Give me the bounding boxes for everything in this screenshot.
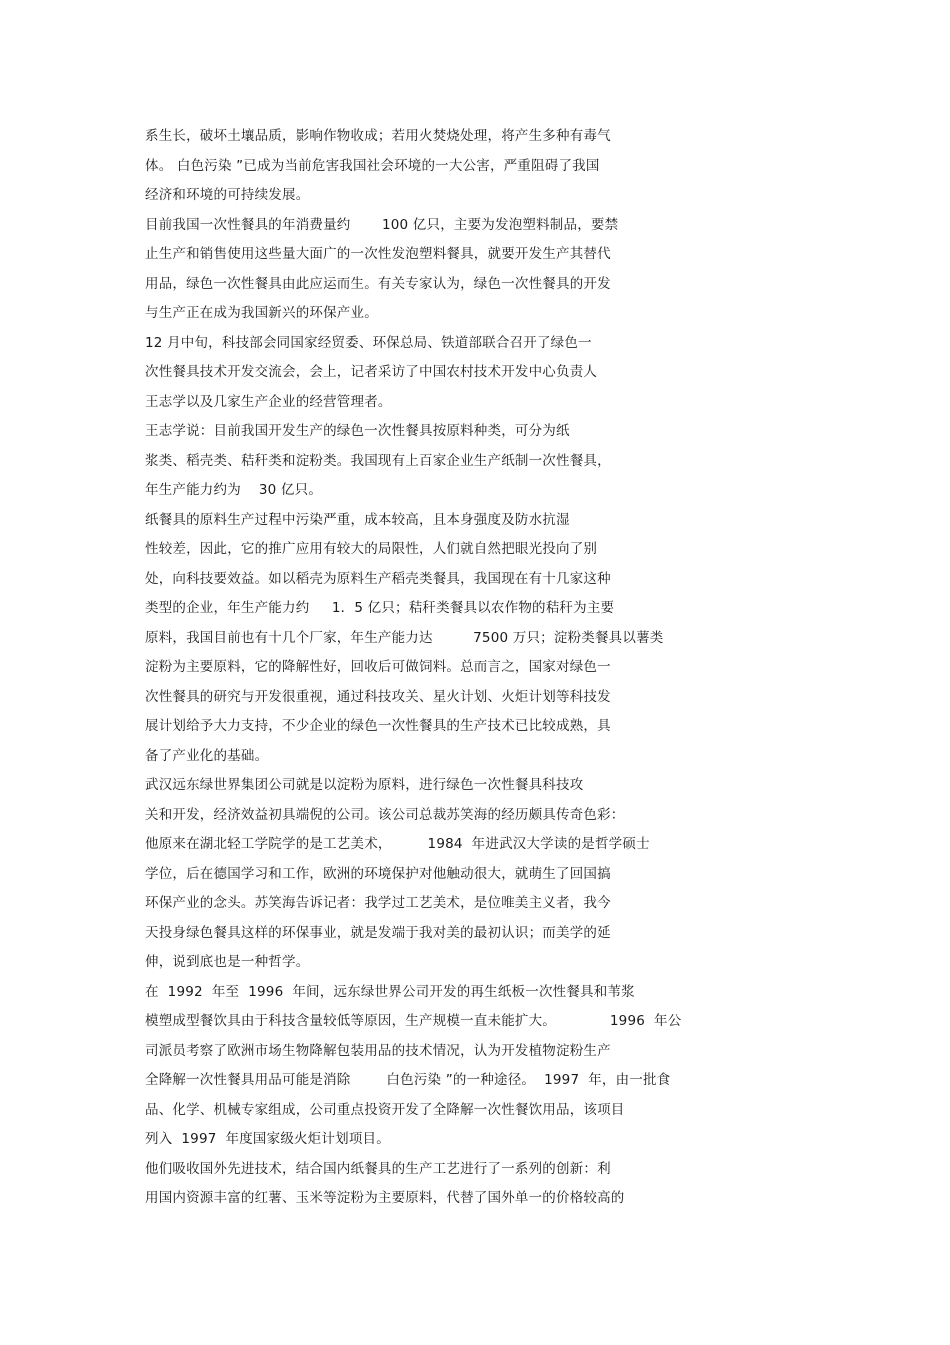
- text-line: 伸，说到底也是一种哲学。: [145, 954, 310, 970]
- text-line: 次性餐具的研究与开发很重视，通过科技攻关、星火计划、火炬计划等科技发: [145, 688, 611, 705]
- text-line: 司派员考察了欧洲市场生物降解包装用品的技术情况，认为开发植物淀粉生产: [145, 1042, 611, 1059]
- text-line: 备了产业化的基础。: [145, 747, 269, 764]
- text-line: 淀粉为主要原料，它的降解性好，回收后可做饲料。总而言之，国家对绿色一: [145, 659, 611, 675]
- text-line: 12 月中旬，科技部会同国家经贸委、环保总局、铁道部联合召开了绿色一: [145, 334, 592, 351]
- text-line: 学位，后在德国学习和工作，欧洲的环境保护对他触动很大，就萌生了回国搞: [145, 865, 611, 882]
- text-line: 纸餐具的原料生产过程中污染严重，成本较高，且本身强度及防水抗湿: [145, 511, 570, 528]
- text-line: 展计划给予大力支持，不少企业的绿色一次性餐具的生产技术已比较成熟，具: [145, 718, 611, 734]
- text-line: 关和开发，经济效益初具端倪的公司。该公司总裁苏笑海的经历颇具传奇色彩：: [145, 806, 625, 823]
- text-line: 武汉远东绿世界集团公司就是以淀粉为原料，进行绿色一次性餐具科技攻: [145, 777, 584, 793]
- text-line: 环保产业的念头。苏笑海告诉记者：我学过工艺美术，是位唯美主义者，我今: [145, 895, 611, 911]
- text-line: 全降解一次性餐具用品可能是消除 白色污染 ”的一种途径。 1997 年，由一批食: [145, 1072, 671, 1088]
- text-line: 系生长，破坏土壤品质，影响作物收成；若用火焚烧处理，将产生多种有毒气: [145, 128, 611, 144]
- text-line: 目前我国一次性餐具的年消费量约 100 亿只，主要为发泡塑料制品，要禁: [145, 216, 619, 233]
- text-line: 类型的企业，年生产能力约 1．5 亿只；秸秆类餐具以农作物的秸秆为主要: [145, 600, 615, 616]
- text-line: 与生产正在成为我国新兴的环保产业。: [145, 305, 378, 321]
- text-line: 在 1992 年至 1996 年间，远东绿世界公司开发的再生纸板一次性餐具和苇浆: [145, 983, 635, 1000]
- document-body: [145, 122, 745, 1214]
- text-line: 王志学说：目前我国开发生产的绿色一次性餐具按原料种类，可分为纸: [145, 423, 570, 439]
- text-line: 模塑成型餐饮具由于科技含量较低等原因，生产规模一直未能扩大。 1996 年公: [145, 1013, 682, 1029]
- text-line: 用品，绿色一次性餐具由此应运而生。有关专家认为，绿色一次性餐具的开发: [145, 275, 611, 292]
- text-line: 原料，我国目前也有十几个厂家，年生产能力达 7500 万只；淀粉类餐具以薯类: [145, 629, 664, 646]
- text-line: 次性餐具技术开发交流会，会上，记者采访了中国农村技术开发中心负责人: [145, 364, 598, 380]
- text-line: 品、化学、机械专家组成，公司重点投资开发了全降解一次性餐饮用品，该项目: [145, 1101, 625, 1118]
- text-line: 列入 1997 年度国家级火炬计划项目。: [145, 1131, 390, 1147]
- text-line: 王志学以及几家生产企业的经营管理者。: [145, 393, 392, 410]
- text-line: 他原来在湖北轻工学院学的是工艺美术， 1984 年进武汉大学读的是哲学硕士: [145, 836, 650, 852]
- text-line: 性较差，因此，它的推广应用有较大的局限性，人们就自然把眼光投向了别: [145, 541, 598, 557]
- text-line: 处，向科技要效益。如以稻壳为原料生产稻壳类餐具，我国现在有十几家这种: [145, 570, 611, 587]
- text-line: 经济和环境的可持续发展。: [145, 187, 310, 203]
- text-line: 体。 白色污染 ”已成为当前危害我国社会环境的一大公害，严重阻碍了我国: [145, 157, 600, 174]
- text-line: 天投身绿色餐具这样的环保事业，就是发端于我对美的最初认识；而美学的延: [145, 924, 611, 941]
- text-line: 他们吸收国外先进技术，结合国内纸餐具的生产工艺进行了一系列的创新：利: [145, 1160, 611, 1177]
- text-line: 年生产能力约为 30 亿只。: [145, 482, 323, 498]
- text-line: 浆类、稻壳类、秸秆类和淀粉类。我国现有上百家企业生产纸制一次性餐具，: [145, 452, 611, 469]
- text-line: 止生产和销售使用这些量大面广的一次性发泡塑料餐具，就要开发生产其替代: [145, 246, 611, 262]
- text-line: 用国内资源丰富的红薯、玉米等淀粉为主要原料，代替了国外单一的价格较高的: [145, 1190, 625, 1206]
